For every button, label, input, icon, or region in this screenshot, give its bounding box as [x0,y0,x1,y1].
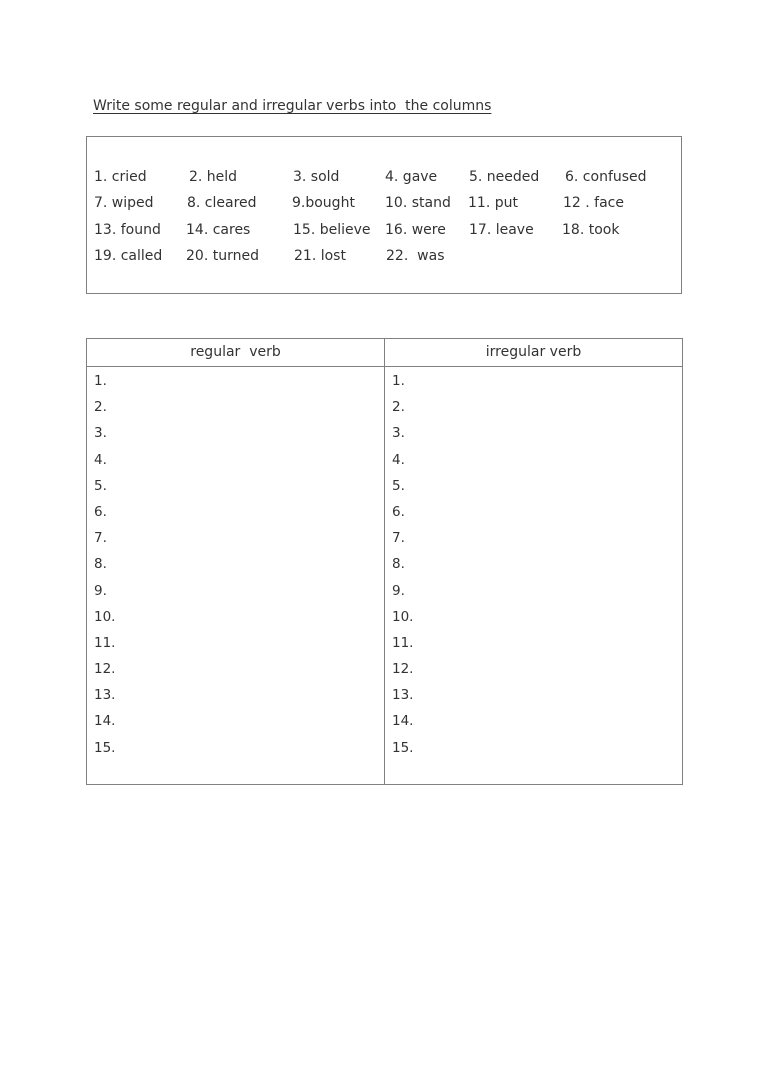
word-bank-item: 8. cleared [187,195,257,211]
word-bank-item: 5. needed [469,169,540,185]
word-bank-box [86,136,682,294]
irregular-answer-line: 11. [392,634,414,651]
irregular-answer-line: 15. [392,739,414,756]
regular-answer-line: 8. [94,556,107,573]
regular-answer-line: 4. [94,451,107,468]
word-bank-item: 13. found [94,222,161,238]
irregular-verb-header: irregular verb [485,344,582,360]
word-bank-item: 14. cares [186,222,251,238]
word-bank-item: 22. was [386,248,445,264]
regular-answer-line: 12. [94,661,116,678]
instruction-heading: Write some regular and irregular verbs into the columns [93,98,492,114]
regular-answer-line: 2. [94,399,107,416]
word-bank-item: 19. called [94,248,163,264]
irregular-answer-line: 14. [392,713,414,730]
irregular-answer-line: 1. [392,373,405,389]
regular-answer-line: 5. [94,477,107,494]
regular-answer-line: 14. [94,713,116,730]
word-bank-item: 15. believe [293,222,371,238]
word-bank-item: 4. gave [385,169,438,185]
irregular-answer-line: 13. [392,687,414,704]
regular-verb-list [94,372,115,765]
regular-answer-line: 10. [94,608,116,625]
regular-verb-header: regular verb [190,344,281,360]
irregular-answer-line: 3. [392,425,405,442]
word-bank-item: 11. put [468,195,518,211]
regular-answer-line: 11. [94,634,116,651]
word-bank-item: 18. took [562,222,620,238]
word-bank-item: 12 . face [563,195,624,211]
word-bank-item: 10. stand [385,195,451,211]
irregular-answer-line: 2. [392,399,405,416]
word-bank-item: 9.bought [292,195,355,211]
irregular-answer-line: 6. [392,503,405,520]
irregular-verb-list [392,372,413,765]
word-bank-item: 20. turned [186,248,259,264]
answer-table [86,338,683,785]
word-bank-item: 6. confused [565,169,647,185]
regular-answer-line: 13. [94,687,116,704]
irregular-answer-line: 10. [392,608,414,625]
header-divider [87,366,682,367]
irregular-answer-line: 9. [392,582,405,599]
word-bank-item: 2. held [189,169,238,185]
irregular-answer-line: 12. [392,661,414,678]
irregular-answer-line: 4. [392,451,405,468]
regular-answer-line: 6. [94,503,107,520]
regular-answer-line: 7. [94,530,107,547]
irregular-answer-line: 8. [392,556,405,573]
word-bank-item: 3. sold [293,169,340,185]
regular-answer-line: 1. [94,373,107,389]
word-bank-item: 21. lost [294,248,346,264]
word-bank-item: 17. leave [469,222,534,238]
regular-answer-line: 9. [94,582,107,599]
word-bank-item: 7. wiped [94,195,154,211]
word-bank-item: 16. were [385,222,446,238]
column-divider [384,339,385,784]
regular-answer-line: 15. [94,739,116,756]
irregular-answer-line: 5. [392,477,405,494]
regular-answer-line: 3. [94,425,107,442]
word-bank-item: 1. cried [94,169,147,185]
irregular-answer-line: 7. [392,530,405,547]
